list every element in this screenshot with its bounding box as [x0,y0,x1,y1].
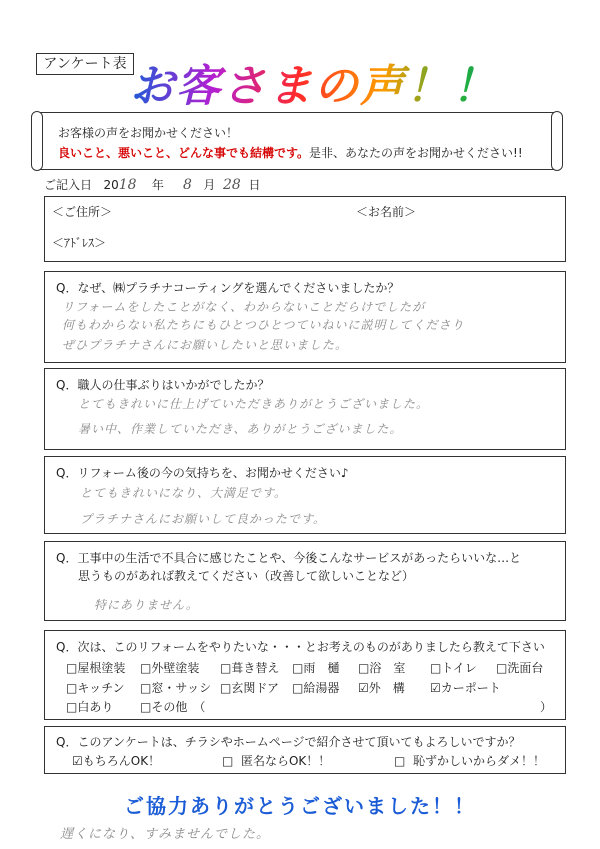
option-other[interactable]: □その他 （ [140,700,206,714]
name-label: ＜お名前＞ [356,205,417,219]
intro-line-2 [58,144,523,161]
q3-answer-1[interactable]: とてもきれいになり、大満足です。 [80,486,288,500]
option-roof-paint[interactable]: □屋根塗装 [66,661,126,675]
checked-checkbox-icon[interactable]: ☑ [358,681,369,695]
checkbox-icon[interactable]: □ [220,681,232,695]
option-gutter[interactable]: □雨 樋 [292,661,340,675]
option-washbasin[interactable]: □洗面台 [496,661,544,675]
option-reroof[interactable]: □葺き替え [220,661,280,675]
day-value[interactable]: 28 [222,177,241,193]
checkbox-icon[interactable]: □ [66,661,78,675]
option-other-close: ） [540,700,553,714]
checkbox-icon[interactable]: □ [394,754,406,768]
checkbox-icon[interactable]: □ [496,661,508,675]
q1-question: Q．なぜ、㈱プラチナコーティングを選んでくださいましたか？ [56,281,400,295]
date-label: ご記入日 [44,178,93,192]
q5-question: Q．次は、このリフォームをやりたいな・・・とお考えのものがありましたら教えて下さい [56,640,545,654]
intro-line-1: お客様の声をお聞かせください！ [58,126,239,140]
checkbox-icon[interactable]: □ [292,681,304,695]
option-entrance-door[interactable]: □玄関ドア [220,681,279,695]
option-toilet[interactable]: □トイレ [430,661,477,675]
checkbox-icon[interactable]: □ [292,661,304,675]
checkbox-icon[interactable]: □ [222,754,234,768]
option-water-heater[interactable]: □給湯器 [292,681,340,695]
customer-info-box [44,196,566,262]
q2-question: Q．職人の仕事ぶりはいかがでしたか？ [56,378,270,392]
q1-answer-1[interactable]: リフォームをしたことがなく、わからないことだらけでしたが [62,300,426,314]
q4-question-2: 思うものがあれば教えてください（改善して欲しいことなど） [78,569,415,583]
checkbox-icon[interactable]: □ [66,681,78,695]
survey-tag: アンケート表 [36,53,134,75]
option-window[interactable]: □窓・サッシ [140,681,212,695]
checkbox-icon[interactable]: □ [358,661,370,675]
checked-checkbox-icon[interactable]: ☑ [72,754,83,768]
q6-question: Q．このアンケートは、チラシやホームページで紹介させて頂いてもよろしいですか？ [56,735,521,749]
option-termite[interactable]: □白あり [66,700,114,714]
option-kitchen[interactable]: □キッチン [66,681,125,695]
checkbox-icon[interactable]: □ [140,700,152,714]
q2-answer-2[interactable]: 暑い中、作業していただき、ありがとうございました。 [78,422,403,436]
q4-answer[interactable]: 特にありません。 [94,598,199,612]
checkbox-icon[interactable]: □ [66,700,78,714]
checkbox-icon[interactable]: □ [430,661,442,675]
checked-checkbox-icon[interactable]: ☑ [430,681,441,695]
q1-answer-3[interactable]: ぜひプラチナさんにお願いしたいと思いました。 [62,338,349,352]
day-label: 日 [248,178,261,192]
option-exterior[interactable]: ☑外 構 [358,681,405,695]
q4-question-1: Q．工事中の生活で不具合に感じたことや、今後こんなサービスがあったらいいな…と [56,551,522,565]
year-value[interactable]: 18 [118,177,137,193]
email-label: ＜ｱﾄﾞﾚｽ＞ [52,236,107,250]
thanks-message: ご協力ありがとうございました！！ [124,794,476,818]
month-value[interactable]: 8 [182,177,192,193]
q3-answer-2[interactable]: プラチナさんにお願いして良かったです。 [80,512,327,526]
intro-emphasis: 良いこと、悪いこと、どんな事でも結構です。 [58,146,310,160]
page-title: お客さまの声！！ [130,50,550,110]
checkbox-icon[interactable]: □ [220,661,232,675]
option-no[interactable]: □ 恥ずかしいからダメ！！ [394,754,545,768]
intro-banner [36,112,558,170]
option-carport[interactable]: ☑カーポート [430,681,501,695]
option-anonymous-ok[interactable]: □ 匿名ならOK！！ [222,754,331,768]
checkbox-icon[interactable]: □ [140,661,152,675]
option-wall-paint[interactable]: □外壁塗装 [140,661,200,675]
year-prefix: 20 [103,178,119,192]
footnote: 遅くになり、すみませんでした。 [60,827,271,842]
option-ok[interactable]: ☑もちろんOK！ [72,754,161,768]
intro-rest: 是非、あなたの声をお聞かせください!! [309,146,523,160]
address-label: ＜ご住所＞ [52,205,113,219]
q3-question: Q．リフォーム後の今の気持ちを、お聞かせください♪ [56,466,349,480]
q2-answer-1[interactable]: とてもきれいに仕上げていただきありがとうございました。 [78,397,430,411]
q1-answer-2[interactable]: 何もわからない私たちにもひとつひとつていねいに説明してくださり [62,318,465,332]
checkbox-icon[interactable]: □ [140,681,152,695]
date-row [44,176,260,193]
year-label: 年 [151,178,164,192]
option-bathroom[interactable]: □浴 室 [358,661,406,675]
month-label: 月 [203,178,216,192]
